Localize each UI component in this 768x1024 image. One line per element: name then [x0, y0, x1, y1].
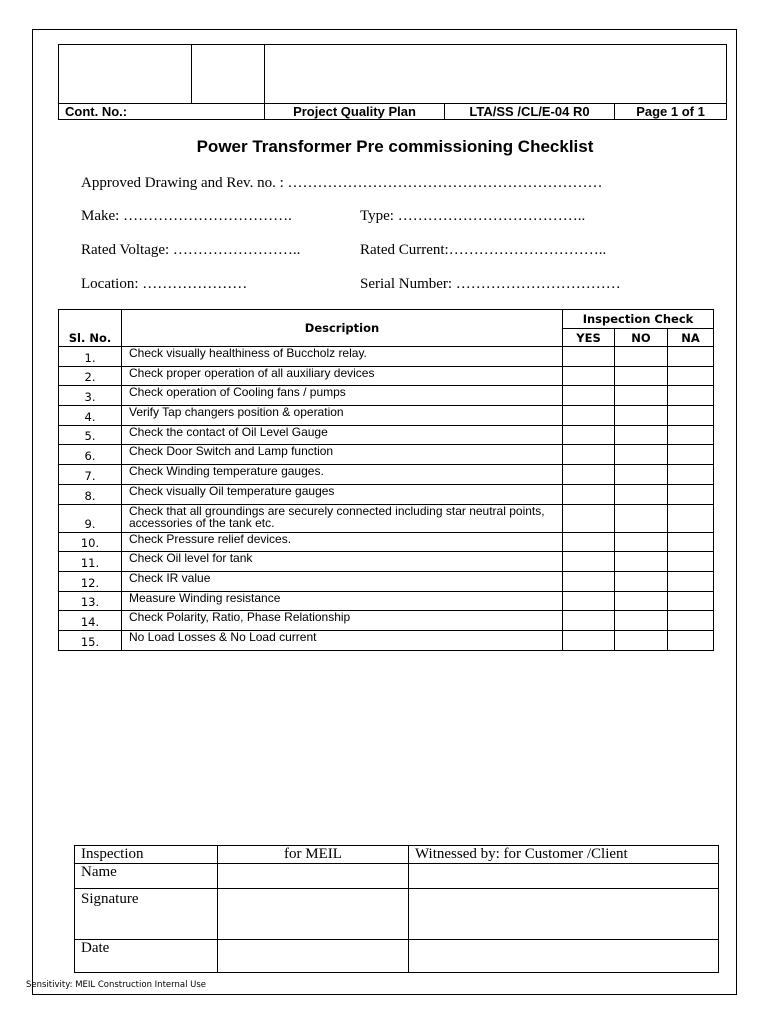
checklist-item-number: 15. — [59, 630, 122, 650]
location-field[interactable]: Location: ………………… — [81, 276, 248, 292]
check-yes-cell[interactable] — [563, 630, 615, 650]
check-yes-cell[interactable] — [563, 347, 615, 367]
checklist-row — [59, 611, 714, 631]
checklist-item-number: 3. — [59, 386, 122, 406]
checklist-item-number: 7. — [59, 465, 122, 485]
checklist-row — [59, 504, 714, 532]
serial-number-field[interactable]: Serial Number: …………………………… — [360, 276, 621, 292]
document-title: Power Transformer Pre commissioning Checklist — [196, 137, 594, 156]
checklist-row — [59, 425, 714, 445]
na-header: NA — [668, 329, 714, 347]
page-number: Page 1 of 1 — [615, 104, 727, 120]
check-na-cell[interactable] — [668, 630, 714, 650]
checklist-item-number: 13. — [59, 591, 122, 611]
check-na-cell[interactable] — [668, 591, 714, 611]
checklist-row — [59, 532, 714, 552]
make-field[interactable]: Make: ……………………………. — [81, 208, 292, 224]
cont-no-label: Cont. No.: — [59, 104, 265, 120]
check-no-cell[interactable] — [615, 386, 668, 406]
check-no-cell[interactable] — [615, 445, 668, 465]
check-na-cell[interactable] — [668, 425, 714, 445]
check-yes-cell[interactable] — [563, 445, 615, 465]
name-label: Name — [75, 864, 218, 889]
checklist-item-number: 12. — [59, 571, 122, 591]
check-no-cell[interactable] — [615, 366, 668, 386]
check-no-cell[interactable] — [615, 591, 668, 611]
checklist-item-number: 1. — [59, 347, 122, 367]
checklist-row — [59, 591, 714, 611]
sl-no-header: Sl. No. — [59, 310, 122, 347]
logo-cell-middle — [192, 45, 265, 104]
check-no-cell[interactable] — [615, 611, 668, 631]
header-logo-row — [59, 45, 727, 104]
signature-label: Signature — [75, 889, 218, 940]
checklist-row — [59, 386, 714, 406]
checklist-row — [59, 366, 714, 386]
checklist-item-number: 8. — [59, 484, 122, 504]
check-no-cell[interactable] — [615, 484, 668, 504]
checklist-item-description: Check Winding temperature gauges. — [122, 465, 563, 485]
checklist-row — [59, 484, 714, 504]
check-no-cell[interactable] — [615, 552, 668, 572]
no-header: NO — [615, 329, 668, 347]
check-na-cell[interactable] — [668, 532, 714, 552]
check-na-cell[interactable] — [668, 347, 714, 367]
checklist-row — [59, 630, 714, 650]
check-yes-cell[interactable] — [563, 366, 615, 386]
date-label: Date — [75, 940, 218, 973]
checklist-item-number: 9. — [59, 504, 122, 532]
check-no-cell[interactable] — [615, 406, 668, 426]
checklist-item-description: Check Polarity, Ratio, Phase Relationship — [122, 611, 563, 631]
check-yes-cell[interactable] — [563, 386, 615, 406]
signoff-table — [74, 845, 719, 973]
document-header — [58, 44, 727, 120]
for-meil-column-header: for MEIL — [218, 846, 409, 864]
checklist-item-number: 2. — [59, 366, 122, 386]
checklist-item-number: 10. — [59, 532, 122, 552]
meil-date-cell[interactable] — [218, 940, 409, 973]
signoff-name-row — [75, 864, 719, 889]
rated-voltage-field[interactable]: Rated Voltage: …………………….. — [81, 242, 301, 258]
checklist-item-description: Check operation of Cooling fans / pumps — [122, 386, 563, 406]
checklist-row — [59, 465, 714, 485]
check-no-cell[interactable] — [615, 504, 668, 532]
witnessed-by-column-header: Witnessed by: for Customer /Client — [409, 846, 719, 864]
check-yes-cell[interactable] — [563, 611, 615, 631]
check-na-cell[interactable] — [668, 366, 714, 386]
check-yes-cell[interactable] — [563, 571, 615, 591]
check-na-cell[interactable] — [668, 484, 714, 504]
check-na-cell[interactable] — [668, 445, 714, 465]
checklist-body — [59, 347, 714, 651]
description-header: Description — [122, 310, 563, 347]
sensitivity-label: Sensitivity: MEIL Construction Internal Use — [26, 980, 207, 990]
check-yes-cell[interactable] — [563, 465, 615, 485]
checklist-row — [59, 552, 714, 572]
meil-name-cell[interactable] — [218, 864, 409, 889]
checklist-item-description: Measure Winding resistance — [122, 591, 563, 611]
document-code: LTA/SS /CL/E-04 R0 — [445, 104, 615, 120]
check-yes-cell[interactable] — [563, 425, 615, 445]
check-yes-cell[interactable] — [563, 504, 615, 532]
client-date-cell[interactable] — [409, 940, 719, 973]
check-no-cell[interactable] — [615, 630, 668, 650]
check-na-cell[interactable] — [668, 571, 714, 591]
check-no-cell[interactable] — [615, 425, 668, 445]
checklist-item-description: Check Oil level for tank — [122, 552, 563, 572]
checklist-item-description: Verify Tap changers position & operation — [122, 406, 563, 426]
checklist-item-number: 5. — [59, 425, 122, 445]
checklist-item-description: Check the contact of Oil Level Gauge — [122, 425, 563, 445]
checklist-item-description: Check IR value — [122, 571, 563, 591]
checklist-item-description: Check Pressure relief devices. — [122, 532, 563, 552]
check-na-cell[interactable] — [668, 386, 714, 406]
client-name-cell[interactable] — [409, 864, 719, 889]
checklist-item-description: Check visually healthiness of Buccholz relay. — [122, 347, 563, 367]
signoff-signature-row — [75, 889, 719, 940]
yes-header: YES — [563, 329, 615, 347]
checklist-item-description: Check Door Switch and Lamp function — [122, 445, 563, 465]
checklist-item-description: Check visually Oil temperature gauges — [122, 484, 563, 504]
checklist-item-number: 11. — [59, 552, 122, 572]
check-yes-cell[interactable] — [563, 484, 615, 504]
logo-cell-left — [59, 45, 192, 104]
logo-cell-right — [265, 45, 727, 104]
checklist-item-number: 6. — [59, 445, 122, 465]
client-signature-cell[interactable] — [409, 889, 719, 940]
checklist-table — [58, 309, 714, 651]
checklist-item-number: 4. — [59, 406, 122, 426]
checklist-item-description: No Load Losses & No Load current — [122, 630, 563, 650]
approved-drawing-field[interactable]: Approved Drawing and Rev. no. : ……………………………………………………… — [81, 175, 603, 191]
header-info-row — [59, 104, 727, 120]
signoff-date-row — [75, 940, 719, 973]
check-no-cell[interactable] — [615, 465, 668, 485]
type-field[interactable]: Type: ……………………………….. — [360, 208, 586, 224]
checklist-row — [59, 347, 714, 367]
check-yes-cell[interactable] — [563, 552, 615, 572]
meil-signature-cell[interactable] — [218, 889, 409, 940]
inspection-column-header: Inspection — [75, 846, 218, 864]
inspection-check-header: Inspection Check — [563, 310, 714, 329]
check-na-cell[interactable] — [668, 504, 714, 532]
check-no-cell[interactable] — [615, 532, 668, 552]
check-yes-cell[interactable] — [563, 406, 615, 426]
check-yes-cell[interactable] — [563, 532, 615, 552]
signoff-header-row — [75, 846, 719, 864]
rated-current-field[interactable]: Rated Current:………………………….. — [360, 242, 607, 258]
checklist-row — [59, 571, 714, 591]
checklist-item-description: Check that all groundings are securely connected including star neutral points, accessories of the tank etc. — [122, 504, 563, 532]
check-na-cell[interactable] — [668, 465, 714, 485]
checklist-row — [59, 445, 714, 465]
checklist-header-row — [59, 310, 714, 329]
check-no-cell[interactable] — [615, 347, 668, 367]
check-na-cell[interactable] — [668, 552, 714, 572]
check-na-cell[interactable] — [668, 406, 714, 426]
project-quality-plan-label: Project Quality Plan — [265, 104, 445, 120]
checklist-item-description: Check proper operation of all auxiliary devices — [122, 366, 563, 386]
checklist-row — [59, 406, 714, 426]
check-na-cell[interactable] — [668, 611, 714, 631]
checklist-item-number: 14. — [59, 611, 122, 631]
check-yes-cell[interactable] — [563, 591, 615, 611]
check-no-cell[interactable] — [615, 571, 668, 591]
